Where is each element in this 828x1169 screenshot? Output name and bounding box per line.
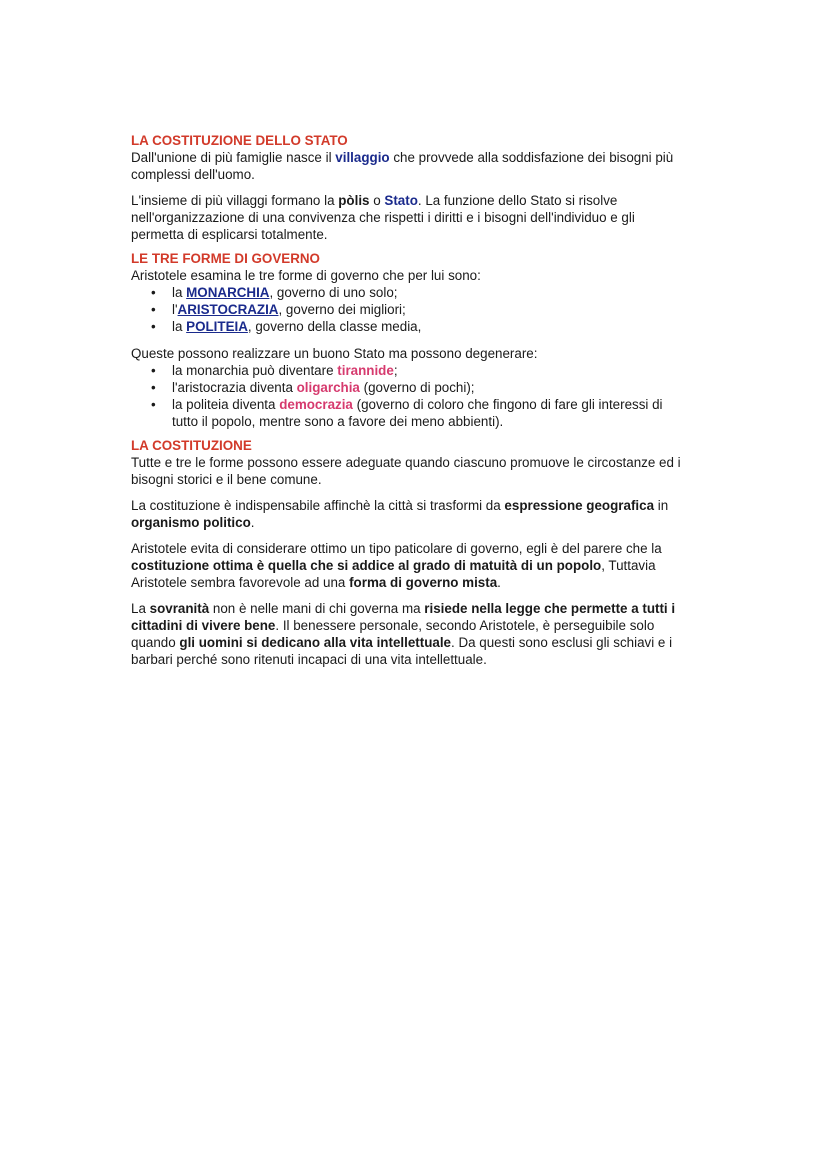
term-espressione-geografica: espressione geografica: [504, 498, 655, 513]
paragraph-sovranita: La sovranità non è nelle mani di chi governa ma risiede nella legge che permette a tutti i cittadini di vivere bene. Il benessere personale, secondo Aristotele, è perseguibile solo quando gli uomini si dedicano alla vita intellettuale. Da questi sono esclusi gli schiavi e i barbari perché sono ritenuti incapaci di una vita intellettuale.: [131, 601, 676, 667]
paragraph-villaggio: Dall'unione di più famiglie nasce il villaggio che provvede alla soddisfazione dei bisogni più complessi dell'uomo.: [131, 150, 674, 182]
term-oligarchia: oligarchia: [296, 380, 360, 395]
link-monarchia[interactable]: MONARCHIA: [186, 285, 270, 300]
link-politeia[interactable]: POLITEIA: [186, 319, 248, 334]
term-democrazia: democrazia: [279, 397, 353, 412]
list-item: • la monarchia può diventare tirannide;: [151, 363, 398, 378]
list-degenerazioni: [131, 362, 691, 430]
bullet-icon: •: [151, 397, 156, 412]
term-villaggio: villaggio: [335, 150, 390, 165]
list-item: • la POLITEIA, governo della classe media,: [151, 319, 422, 334]
term-legge: risiede nella legge che permette a tutti i cittadini di vivere bene: [131, 601, 676, 633]
term-stato: Stato: [384, 193, 418, 208]
bullet-icon: •: [151, 319, 156, 334]
section-heading-tre-forme: LE TRE FORME DI GOVERNO: [131, 251, 320, 266]
document-page: [131, 132, 691, 677]
bullet-icon: •: [151, 380, 156, 395]
term-vita-intellettuale: gli uomini si dedicano alla vita intellettuale: [179, 635, 451, 650]
term-tirannide: tirannide: [337, 363, 394, 378]
list-item: • l'aristocrazia diventa oligarchia (governo di pochi);: [151, 380, 475, 395]
term-polis: pòlis: [338, 193, 370, 208]
section-heading-costituzione: LA COSTITUZIONE: [131, 438, 252, 453]
term-organismo-politico: organismo politico: [131, 515, 251, 530]
bullet-icon: •: [151, 285, 156, 300]
list-item: • la politeia diventa democrazia (governo di coloro che fingono di fare gli interessi di tutto il popolo, mentre sono a favore dei meno abbienti).: [151, 397, 663, 429]
bullet-icon: •: [151, 363, 156, 378]
paragraph-tutte-tre: Tutte e tre le forme possono essere adeguate quando ciascuno promuove le circostanze ed i bisogni storici e il bene comune.: [131, 455, 681, 487]
paragraph-costituzione-ottima: Aristotele evita di considerare ottimo un tipo paticolare di governo, egli è del parere che la costituzione ottima è quella che si addice al grado di matuità di un popolo, Tuttavia Aristotele sembra favorevole ad una forma di governo mista.: [131, 541, 662, 590]
list-forme-governo: [131, 284, 691, 335]
intro-degenerazioni: Queste possono realizzare un buono Stato ma possono degenerare:: [131, 346, 538, 361]
list-item: • la MONARCHIA, governo di uno solo;: [151, 285, 398, 300]
intro-tre-forme: Aristotele esamina le tre forme di governo che per lui sono:: [131, 268, 481, 283]
bullet-icon: •: [151, 302, 156, 317]
term-sovranita: sovranità: [149, 601, 210, 616]
paragraph-polis: L'insieme di più villaggi formano la pòlis o Stato. La funzione dello Stato si risolve nell'organizzazione di una convivenza che rispetti i diritti e i bisogni dell'individuo e gli permetta di esplicarsi totalmente.: [131, 193, 635, 242]
term-costituzione-ottima: costituzione ottima è quella che si addice al grado di matuità di un popolo: [131, 558, 602, 573]
paragraph-indispensabile: La costituzione è indispensabile affinchè la città si trasformi da espressione geografica in organismo politico.: [131, 498, 669, 530]
link-aristocrazia[interactable]: ARISTOCRAZIA: [177, 302, 279, 317]
list-item: • l'ARISTOCRAZIA, governo dei migliori;: [151, 302, 406, 317]
term-governo-misto: forma di governo mista: [349, 575, 498, 590]
section-heading-costituzione-stato: LA COSTITUZIONE DELLO STATO: [131, 133, 348, 148]
